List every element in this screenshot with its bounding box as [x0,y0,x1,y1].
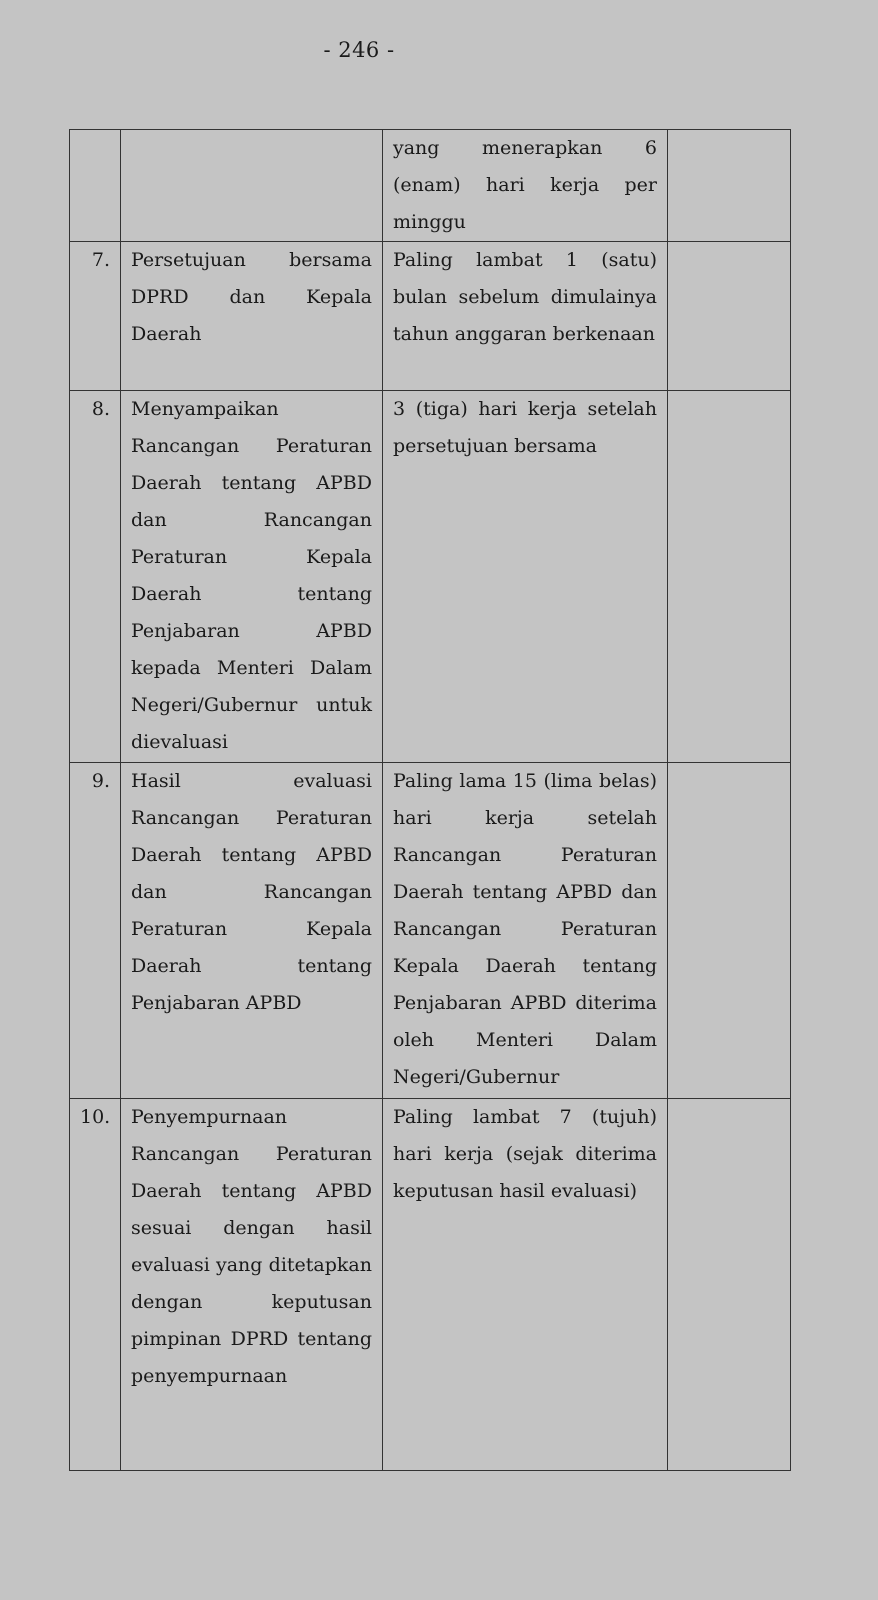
note-cell [668,130,791,242]
row-number: 8. [91,398,110,420]
table-row [70,391,791,763]
row-number: 7. [91,249,110,271]
deadline-cell [383,242,668,391]
activity-text: Penyempurnaan Rancangan Peraturan Daerah tentang APBD sesuai dengan hasil evaluasi yang ditetapkan dengan keputusan pimpinan DPRD tentang penyempurnaan [131,1106,372,1387]
deadline-cell [383,130,668,242]
table-row [70,130,791,242]
activity-cell [121,1099,383,1471]
deadline-cell [383,763,668,1099]
table-row [70,763,791,1099]
note-cell [668,242,791,391]
deadline-text: yang menerapkan 6 (enam) hari kerja per minggu [393,137,657,233]
activity-cell [121,242,383,391]
note-cell [668,391,791,763]
activity-cell [121,130,383,242]
activity-text: Persetujuan bersama DPRD dan Kepala Daerah [131,249,372,345]
row-number-cell [70,130,121,242]
table-row [70,1099,791,1471]
activity-cell [121,391,383,763]
activity-cell [121,763,383,1099]
deadline-cell [383,1099,668,1471]
deadline-cell [383,391,668,763]
schedule-table [69,129,791,1471]
page-number: - 246 - [323,38,395,62]
deadline-text: 3 (tiga) hari kerja setelah persetujuan bersama [393,398,657,457]
note-cell [668,1099,791,1471]
deadline-text: Paling lama 15 (lima belas) hari kerja setelah Rancangan Peraturan Daerah tentang APBD dan Rancangan Peraturan Kepala Daerah tentang Penjabaran APBD diterima oleh Menteri Dalam Negeri/Gubernur [393,770,657,1088]
row-number-cell [70,763,121,1099]
deadline-text: Paling lambat 7 (tujuh) hari kerja (sejak diterima keputusan hasil evaluasi) [393,1106,657,1202]
activity-text: Menyampaikan Rancangan Peraturan Daerah tentang APBD dan Rancangan Peraturan Kepala Daerah tentang Penjabaran APBD kepada Menteri Dalam Negeri/Gubernur untuk dievaluasi [131,398,372,753]
row-number-cell [70,391,121,763]
activity-text: Hasil evaluasi Rancangan Peraturan Daerah tentang APBD dan Rancangan Peraturan Kepala Daerah tentang Penjabaran APBD [131,770,372,1014]
row-number-cell [70,242,121,391]
row-number-cell [70,1099,121,1471]
table-row [70,242,791,391]
row-number: 9. [91,770,110,792]
row-number: 10. [80,1106,111,1128]
note-cell [668,763,791,1099]
deadline-text: Paling lambat 1 (satu) bulan sebelum dimulainya tahun anggaran berkenaan [393,249,657,345]
